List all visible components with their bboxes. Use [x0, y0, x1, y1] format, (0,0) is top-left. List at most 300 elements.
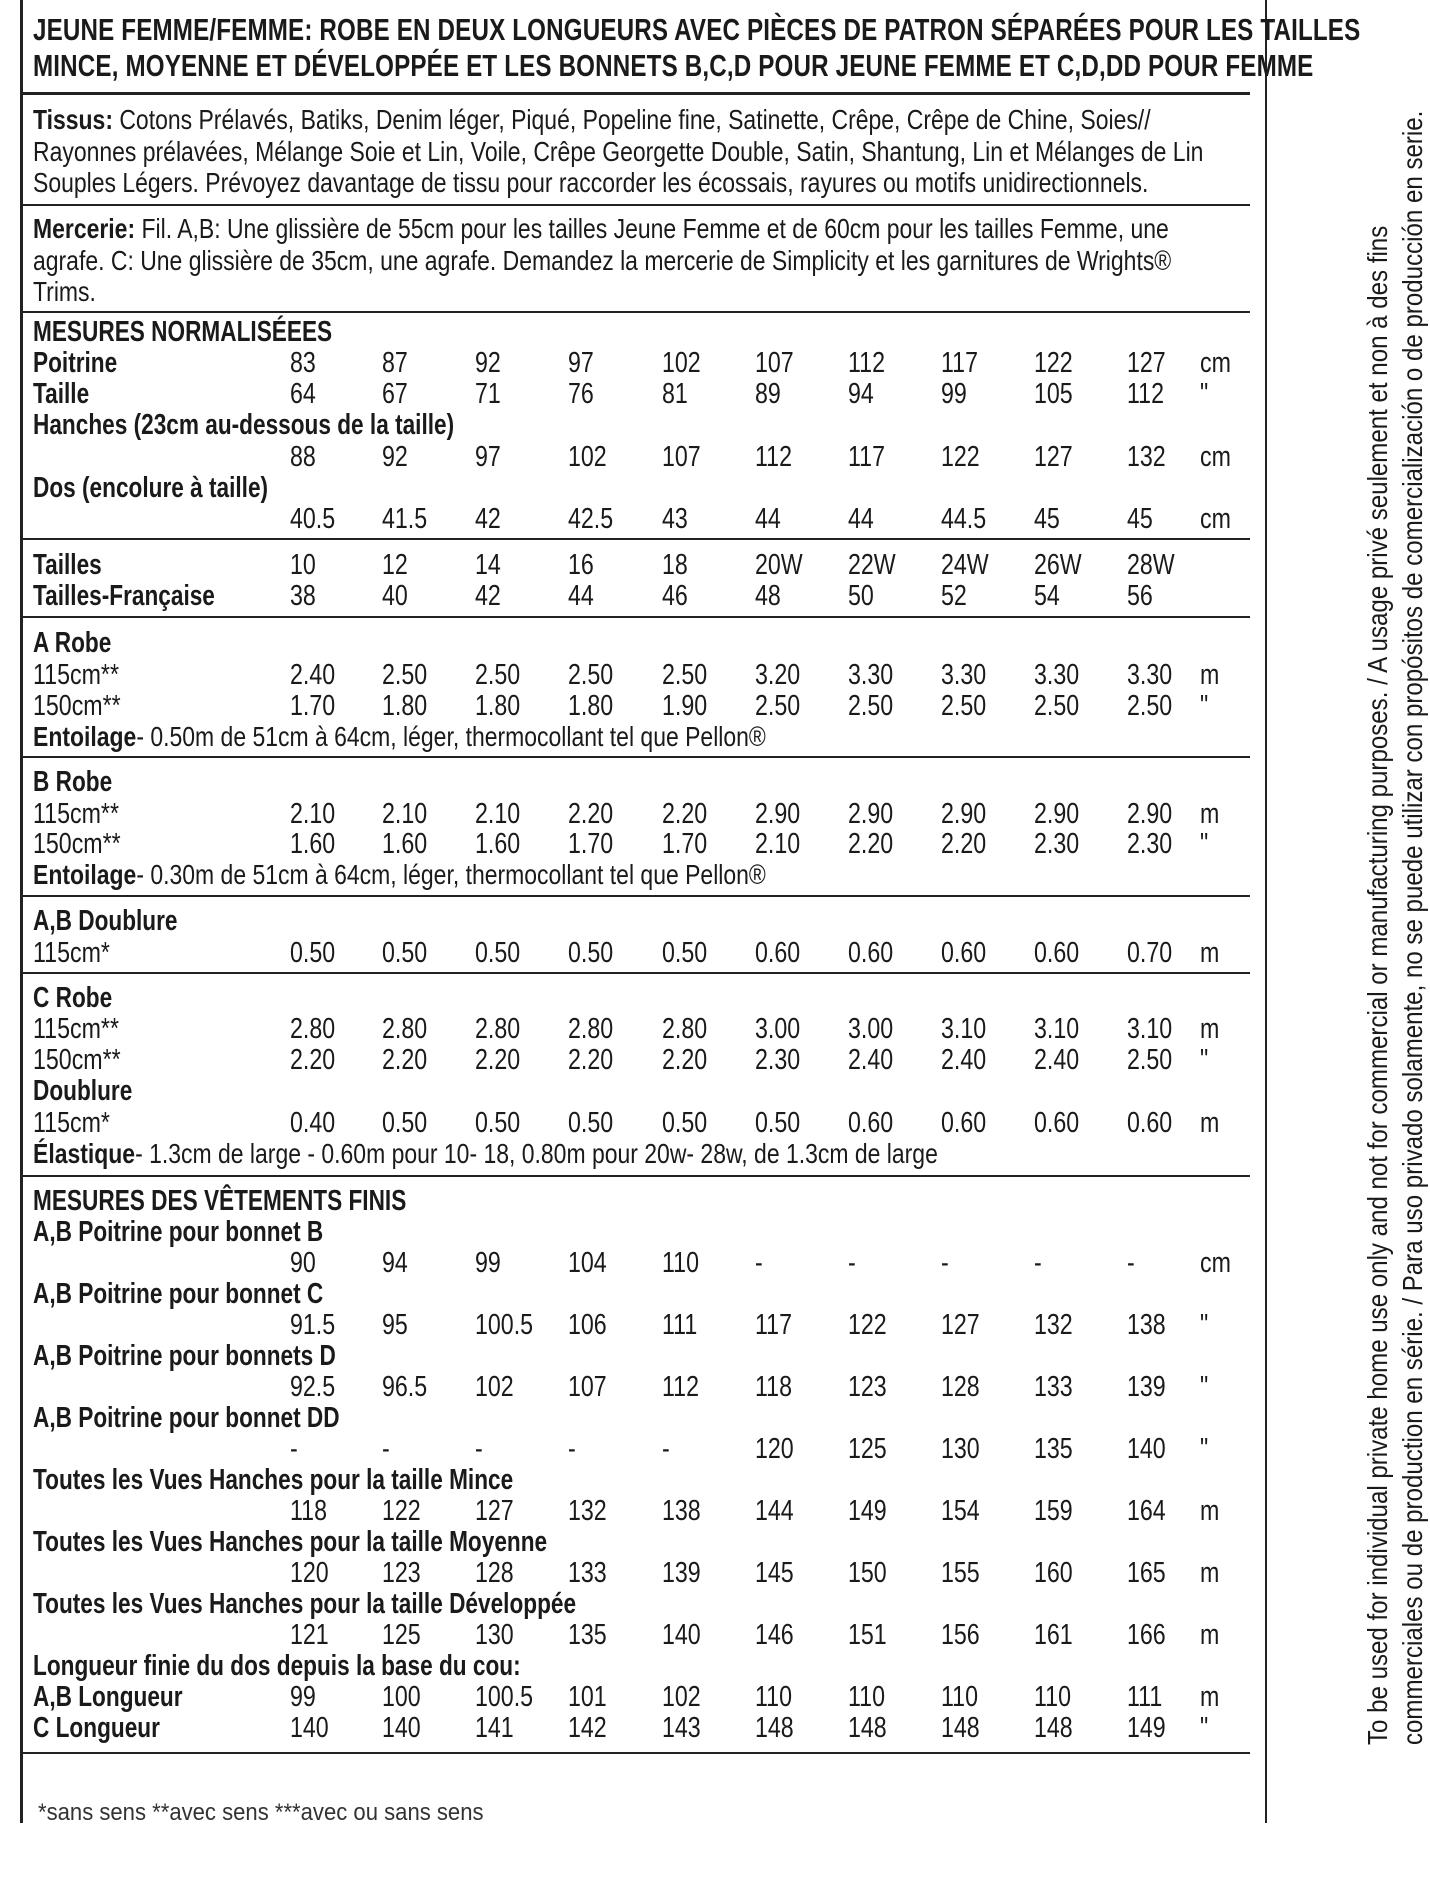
- table-cell: 146: [755, 1619, 794, 1651]
- table-cell: 38: [290, 580, 316, 612]
- table-cell: 145: [755, 1557, 794, 1589]
- table-cell: 95: [382, 1309, 408, 1341]
- table-cell: 151: [848, 1619, 887, 1651]
- table-cell: 117: [755, 1309, 792, 1341]
- table-cell: 2.50: [1034, 690, 1080, 722]
- table-cell: 1.90: [662, 690, 708, 722]
- table-cell: 48: [755, 580, 781, 612]
- table-cell: 97: [568, 347, 594, 379]
- unit-label: cm: [1200, 1247, 1231, 1279]
- table-cell: 3.10: [941, 1013, 987, 1045]
- row-label: Longueur finie du dos depuis la base du cou:: [33, 1650, 521, 1682]
- table-cell: 43: [662, 503, 688, 535]
- table-cell: 122: [1034, 347, 1073, 379]
- table-cell: 3.30: [941, 659, 987, 691]
- table-cell: 0.50: [662, 1107, 708, 1139]
- row-label: Tailles: [33, 549, 102, 581]
- table-cell: 117: [848, 441, 885, 473]
- table-cell: 2.20: [382, 1044, 428, 1076]
- table-cell: 2.20: [941, 828, 987, 860]
- table-cell: -: [382, 1433, 390, 1465]
- table-cell: 2.50: [755, 690, 801, 722]
- table-cell: 26W: [1034, 549, 1082, 581]
- row-label: A,B Poitrine pour bonnet B: [33, 1216, 324, 1248]
- table-cell: 104: [568, 1247, 607, 1279]
- table-cell: 2.40: [1034, 1044, 1080, 1076]
- table-cell: 111: [1127, 1681, 1163, 1713]
- table-cell: 149: [1127, 1712, 1166, 1744]
- table-cell: -: [941, 1247, 949, 1279]
- table-cell: 102: [662, 1681, 701, 1713]
- table-cell: 2.80: [290, 1013, 336, 1045]
- table-cell: 14: [475, 549, 501, 581]
- table-cell: 2.20: [475, 1044, 521, 1076]
- table-cell: 44.5: [941, 503, 987, 535]
- table-cell: 100.5: [475, 1681, 534, 1713]
- table-cell: -: [1034, 1247, 1042, 1279]
- table-cell: 2.30: [1127, 828, 1173, 860]
- table-cell: 1.80: [382, 690, 428, 722]
- table-cell: 24W: [941, 549, 989, 581]
- unit-label: m: [1200, 1557, 1220, 1589]
- row-label: A,B Poitrine pour bonnets D: [33, 1340, 336, 1372]
- table-cell: 2.20: [662, 798, 708, 830]
- table-cell: 3.10: [1034, 1013, 1080, 1045]
- table-cell: 42: [475, 503, 501, 535]
- usage-notice: [1360, 0, 1430, 1745]
- table-cell: 138: [1127, 1309, 1166, 1341]
- table-cell: 139: [662, 1557, 701, 1589]
- unit-label: ": [1200, 1433, 1209, 1465]
- table-cell: 46: [662, 580, 688, 612]
- table-cell: 120: [755, 1433, 794, 1465]
- table-cell: 2.50: [1127, 690, 1173, 722]
- table-cell: 150: [848, 1557, 887, 1589]
- left-border: [20, 0, 23, 1823]
- table-cell: 123: [848, 1371, 887, 1403]
- section-heading: A,B Doublure: [33, 905, 178, 937]
- table-cell: 123: [382, 1557, 421, 1589]
- divider: [20, 616, 1250, 618]
- unit-label: ": [1200, 1309, 1209, 1341]
- unit-label: m: [1200, 1107, 1220, 1139]
- table-cell: 2.20: [568, 798, 614, 830]
- table-cell: 0.60: [848, 1107, 894, 1139]
- table-cell: 41.5: [382, 503, 428, 535]
- table-cell: 1.60: [382, 828, 428, 860]
- usage-notice-line-1: To be used for individual private home use only and not for commercial or manufacturing purposes. / A usage privé seulement et non à des fins: [1362, 225, 1393, 1745]
- table-cell: 0.60: [755, 937, 801, 969]
- table-cell: 160: [1034, 1557, 1073, 1589]
- table-cell: 42.5: [568, 503, 614, 535]
- section-heading: Doublure: [33, 1075, 133, 1107]
- table-cell: 94: [382, 1247, 408, 1279]
- table-cell: 99: [290, 1681, 316, 1713]
- row-label: A,B Longueur: [33, 1681, 183, 1713]
- table-cell: -: [662, 1433, 670, 1465]
- divider: [20, 204, 1250, 206]
- table-cell: 0.60: [941, 1107, 987, 1139]
- divider: [20, 1752, 1250, 1754]
- table-cell: 128: [475, 1557, 514, 1589]
- table-cell: 107: [662, 441, 701, 473]
- table-cell: 149: [848, 1495, 887, 1527]
- table-cell: 3.30: [848, 659, 894, 691]
- row-label: Toutes les Vues Hanches pour la taille Moyenne: [33, 1526, 548, 1558]
- table-cell: 20W: [755, 549, 803, 581]
- divider: [20, 92, 1250, 95]
- table-cell: 110: [848, 1681, 885, 1713]
- table-cell: 165: [1127, 1557, 1166, 1589]
- table-cell: 52: [941, 580, 967, 612]
- unit-label: ": [1200, 1371, 1209, 1403]
- table-cell: 0.50: [290, 937, 336, 969]
- row-label: A,B Poitrine pour bonnet C: [33, 1278, 324, 1310]
- table-cell: 2.80: [568, 1013, 614, 1045]
- unit-label: cm: [1200, 441, 1231, 473]
- elastique-note: Élastique- 1.3cm de large - 0.60m pour 10- 18, 0.80m pour 20w- 28w, de 1.3cm de large: [33, 1138, 938, 1169]
- unit-label: m: [1200, 1681, 1220, 1713]
- table-cell: 2.30: [1034, 828, 1080, 860]
- table-cell: 102: [662, 347, 701, 379]
- unit-label: m: [1200, 659, 1220, 691]
- table-cell: 127: [1127, 347, 1166, 379]
- mesures-heading: MESURES NORMALISÉEES: [33, 316, 333, 348]
- table-cell: 44: [755, 503, 781, 535]
- table-cell: 0.50: [662, 937, 708, 969]
- divider: [20, 1175, 1250, 1177]
- table-cell: 121: [290, 1619, 329, 1651]
- table-cell: 90: [290, 1247, 316, 1279]
- table-cell: 148: [941, 1712, 980, 1744]
- table-cell: 148: [848, 1712, 887, 1744]
- table-cell: 1.70: [662, 828, 708, 860]
- entoilage-note: Entoilage- 0.50m de 51cm à 64cm, léger, thermocollant tel que Pellon®: [33, 721, 766, 752]
- table-cell: 16: [568, 549, 594, 581]
- tissus-line-2: Rayonnes prélavées, Mélange Soie et Lin, Voile, Crêpe Georgette Double, Satin, Shantung, Lin et Mélanges de Lin: [33, 136, 1204, 167]
- table-cell: 2.90: [1034, 798, 1080, 830]
- table-cell: 1.60: [290, 828, 336, 860]
- table-cell: 141: [475, 1712, 514, 1744]
- table-cell: 105: [1034, 378, 1073, 410]
- table-cell: 2.40: [941, 1044, 987, 1076]
- table-cell: 138: [662, 1495, 701, 1527]
- table-cell: 102: [475, 1371, 514, 1403]
- row-label: 115cm*: [33, 937, 110, 969]
- table-cell: 0.60: [1034, 1107, 1080, 1139]
- table-cell: 130: [475, 1619, 514, 1651]
- table-cell: -: [475, 1433, 483, 1465]
- table-cell: 3.00: [755, 1013, 801, 1045]
- table-cell: 0.50: [568, 1107, 614, 1139]
- table-cell: 18: [662, 549, 688, 581]
- table-cell: 22W: [848, 549, 896, 581]
- table-cell: 110: [755, 1681, 792, 1713]
- section-heading: MESURES DES VÊTEMENTS FINIS: [33, 1185, 407, 1217]
- table-cell: 127: [941, 1309, 980, 1341]
- table-cell: 2.20: [662, 1044, 708, 1076]
- tissus-line-1: Tissus: Cotons Prélavés, Batiks, Denim léger, Piqué, Popeline fine, Satinette, Crêpe, Crêpe de Chine, Soies//: [33, 104, 1151, 135]
- table-cell: 111: [662, 1309, 698, 1341]
- table-cell: 112: [662, 1371, 699, 1403]
- table-cell: 2.10: [755, 828, 801, 860]
- unit-label: m: [1200, 1619, 1220, 1651]
- section-heading: B Robe: [33, 766, 113, 798]
- table-cell: 71: [475, 378, 501, 410]
- unit-label: m: [1200, 1495, 1220, 1527]
- table-cell: 140: [662, 1619, 701, 1651]
- table-cell: 117: [941, 347, 978, 379]
- unit-label: m: [1200, 1013, 1220, 1045]
- table-cell: 118: [290, 1495, 327, 1527]
- table-cell: 2.30: [755, 1044, 801, 1076]
- table-cell: 2.80: [475, 1013, 521, 1045]
- section-heading: C Robe: [33, 982, 113, 1014]
- table-cell: 44: [848, 503, 874, 535]
- table-cell: 159: [1034, 1495, 1073, 1527]
- table-cell: 107: [568, 1371, 607, 1403]
- table-cell: 67: [382, 378, 408, 410]
- table-cell: 50: [848, 580, 874, 612]
- table-cell: 3.00: [848, 1013, 894, 1045]
- table-cell: 40.5: [290, 503, 336, 535]
- table-cell: 28W: [1127, 549, 1175, 581]
- table-cell: 96.5: [382, 1371, 428, 1403]
- tissus-label: Tissus:: [33, 104, 113, 135]
- table-cell: 0.60: [1127, 1107, 1173, 1139]
- table-cell: 125: [382, 1619, 421, 1651]
- table-cell: 44: [568, 580, 594, 612]
- row-label: C Longueur: [33, 1712, 160, 1744]
- table-cell: 166: [1127, 1619, 1166, 1651]
- table-cell: 3.10: [1127, 1013, 1173, 1045]
- table-cell: 54: [1034, 580, 1060, 612]
- table-cell: 42: [475, 580, 501, 612]
- table-cell: 2.50: [568, 659, 614, 691]
- table-cell: 133: [1034, 1371, 1073, 1403]
- table-cell: 0.50: [382, 1107, 428, 1139]
- table-cell: 45: [1034, 503, 1060, 535]
- table-cell: 135: [568, 1619, 607, 1651]
- table-cell: 148: [755, 1712, 794, 1744]
- table-cell: 122: [382, 1495, 421, 1527]
- divider: [20, 311, 1250, 313]
- table-cell: -: [755, 1247, 763, 1279]
- row-label: Taille: [33, 378, 90, 410]
- table-cell: 135: [1034, 1433, 1073, 1465]
- table-cell: 142: [568, 1712, 607, 1744]
- table-cell: 118: [755, 1371, 792, 1403]
- table-cell: 140: [382, 1712, 421, 1744]
- table-cell: 2.50: [848, 690, 894, 722]
- table-cell: 97: [475, 441, 501, 473]
- divider: [20, 972, 1250, 974]
- table-cell: -: [290, 1433, 298, 1465]
- table-cell: 112: [755, 441, 792, 473]
- table-cell: 128: [941, 1371, 980, 1403]
- table-cell: 102: [568, 441, 607, 473]
- table-cell: 155: [941, 1557, 980, 1589]
- right-border: [1265, 0, 1267, 1823]
- table-cell: 0.50: [475, 937, 521, 969]
- title-line-1: JEUNE FEMME/FEMME: ROBE EN DEUX LONGUEURS AVEC PIÈCES DE PATRON SÉPARÉES POUR LES TAILLES: [33, 12, 1361, 47]
- table-cell: 112: [1127, 378, 1164, 410]
- mercerie-label: Mercerie:: [33, 213, 136, 244]
- table-cell: 0.50: [475, 1107, 521, 1139]
- table-cell: 107: [755, 347, 794, 379]
- row-label: 115cm**: [33, 798, 119, 830]
- table-cell: 127: [1034, 441, 1073, 473]
- table-cell: 122: [848, 1309, 887, 1341]
- unit-label: ": [1200, 1712, 1209, 1744]
- table-cell: 0.70: [1127, 937, 1173, 969]
- table-cell: 88: [290, 441, 316, 473]
- table-cell: 3.20: [755, 659, 801, 691]
- row-label: Hanches (23cm au-dessous de la taille): [33, 409, 455, 441]
- table-cell: 110: [1034, 1681, 1071, 1713]
- entoilage-note: Entoilage- 0.30m de 51cm à 64cm, léger, thermocollant tel que Pellon®: [33, 859, 766, 890]
- title-line-2: MINCE, MOYENNE ET DÉVELOPPÉE ET LES BONNETS B,C,D POUR JEUNE FEMME ET C,D,DD POUR FEMME: [33, 48, 1314, 83]
- table-cell: 87: [382, 347, 408, 379]
- table-cell: 94: [848, 378, 874, 410]
- table-cell: 2.90: [848, 798, 894, 830]
- table-cell: 10: [290, 549, 316, 581]
- table-cell: 133: [568, 1557, 607, 1589]
- table-cell: 0.50: [382, 937, 428, 969]
- table-cell: 76: [568, 378, 594, 410]
- table-cell: 2.90: [1127, 798, 1173, 830]
- table-cell: 110: [941, 1681, 978, 1713]
- mercerie-line-1: Mercerie: Fil. A,B: Une glissière de 55cm pour les tailles Jeune Femme et de 60cm pour les tailles Femme, une: [33, 213, 1169, 244]
- unit-label: ": [1200, 690, 1209, 722]
- table-cell: 3.30: [1034, 659, 1080, 691]
- table-cell: 12: [382, 549, 408, 581]
- table-cell: 156: [941, 1619, 980, 1651]
- table-cell: 2.10: [290, 798, 336, 830]
- table-cell: 45: [1127, 503, 1153, 535]
- table-cell: 0.40: [290, 1107, 336, 1139]
- table-cell: 161: [1034, 1619, 1073, 1651]
- table-cell: 0.50: [568, 937, 614, 969]
- table-cell: 106: [568, 1309, 607, 1341]
- table-cell: 154: [941, 1495, 980, 1527]
- table-cell: 83: [290, 347, 316, 379]
- section-heading: A Robe: [33, 627, 112, 659]
- mercerie-line-3: Trims.: [33, 276, 96, 307]
- divider: [20, 756, 1250, 758]
- table-cell: 2.50: [941, 690, 987, 722]
- unit-label: ": [1200, 378, 1209, 410]
- row-label: Dos (encolure à taille): [33, 472, 269, 504]
- table-cell: 2.80: [382, 1013, 428, 1045]
- table-cell: 120: [290, 1557, 329, 1589]
- divider: [20, 538, 1250, 540]
- row-label: A,B Poitrine pour bonnet DD: [33, 1402, 340, 1434]
- divider: [20, 895, 1250, 897]
- footnote: *sans sens **avec sens ***avec ou sans sens: [38, 1799, 484, 1826]
- table-cell: 164: [1127, 1495, 1166, 1527]
- table-cell: -: [1127, 1247, 1135, 1279]
- table-cell: 140: [1127, 1433, 1166, 1465]
- row-label: 150cm**: [33, 690, 121, 722]
- table-cell: 2.10: [475, 798, 521, 830]
- table-cell: 130: [941, 1433, 980, 1465]
- table-cell: 92: [475, 347, 501, 379]
- unit-label: cm: [1200, 347, 1231, 379]
- table-cell: 2.90: [755, 798, 801, 830]
- row-label: 150cm**: [33, 828, 121, 860]
- table-cell: 2.20: [848, 828, 894, 860]
- table-cell: 0.60: [1034, 937, 1080, 969]
- row-label: Poitrine: [33, 347, 118, 379]
- table-cell: 143: [662, 1712, 701, 1744]
- table-cell: -: [848, 1247, 856, 1279]
- table-cell: 56: [1127, 580, 1153, 612]
- table-cell: 110: [662, 1247, 699, 1279]
- row-label: 115cm**: [33, 1013, 119, 1045]
- table-cell: 112: [848, 347, 885, 379]
- table-cell: 2.20: [290, 1044, 336, 1076]
- unit-label: cm: [1200, 503, 1231, 535]
- row-label: Toutes les Vues Hanches pour la taille Mince: [33, 1464, 514, 1496]
- table-cell: 0.60: [848, 937, 894, 969]
- row-label: Tailles-Française: [33, 580, 215, 612]
- table-cell: 1.70: [568, 828, 614, 860]
- table-cell: 0.60: [941, 937, 987, 969]
- unit-label: m: [1200, 937, 1220, 969]
- tissus-line-3: Souples Légers. Prévoyez davantage de tissu pour raccorder les écossais, rayures ou motifs unidirectionnels.: [33, 167, 1149, 198]
- table-cell: 92: [382, 441, 408, 473]
- unit-label: ": [1200, 1044, 1209, 1076]
- table-cell: 64: [290, 378, 316, 410]
- table-cell: 148: [1034, 1712, 1073, 1744]
- table-cell: 91.5: [290, 1309, 336, 1341]
- usage-notice-line-2: commerciales ou de production en série. / Para uso privado solamente, no se puede utilizar con propósitos de comercialización o de producción en serie.: [1397, 110, 1428, 1745]
- mercerie-line-2: agrafe. C: Une glissière de 35cm, une agrafe. Demandez la mercerie de Simplicity et les garnitures de Wrights®: [33, 245, 1172, 276]
- table-cell: 81: [662, 378, 688, 410]
- table-cell: 125: [848, 1433, 887, 1465]
- table-cell: 2.10: [382, 798, 428, 830]
- table-cell: 132: [1127, 441, 1166, 473]
- table-cell: 2.90: [941, 798, 987, 830]
- row-label: 150cm**: [33, 1044, 121, 1076]
- table-cell: 2.40: [290, 659, 336, 691]
- table-cell: 1.80: [475, 690, 521, 722]
- table-cell: 3.30: [1127, 659, 1173, 691]
- table-cell: 101: [568, 1681, 607, 1713]
- table-cell: 139: [1127, 1371, 1166, 1403]
- table-cell: 140: [290, 1712, 329, 1744]
- table-cell: 2.80: [662, 1013, 708, 1045]
- table-cell: 2.50: [475, 659, 521, 691]
- table-cell: 40: [382, 580, 408, 612]
- row-label: Toutes les Vues Hanches pour la taille Développée: [33, 1588, 577, 1620]
- unit-label: m: [1200, 798, 1220, 830]
- table-cell: 2.50: [382, 659, 428, 691]
- table-cell: 89: [755, 378, 781, 410]
- table-cell: 100: [382, 1681, 421, 1713]
- table-cell: 1.80: [568, 690, 614, 722]
- table-cell: 122: [941, 441, 980, 473]
- row-label: 115cm**: [33, 659, 119, 691]
- table-cell: 144: [755, 1495, 794, 1527]
- table-cell: 0.50: [755, 1107, 801, 1139]
- table-cell: 100.5: [475, 1309, 534, 1341]
- table-cell: 1.60: [475, 828, 521, 860]
- table-cell: 99: [941, 378, 967, 410]
- unit-label: ": [1200, 828, 1209, 860]
- table-cell: 2.50: [1127, 1044, 1173, 1076]
